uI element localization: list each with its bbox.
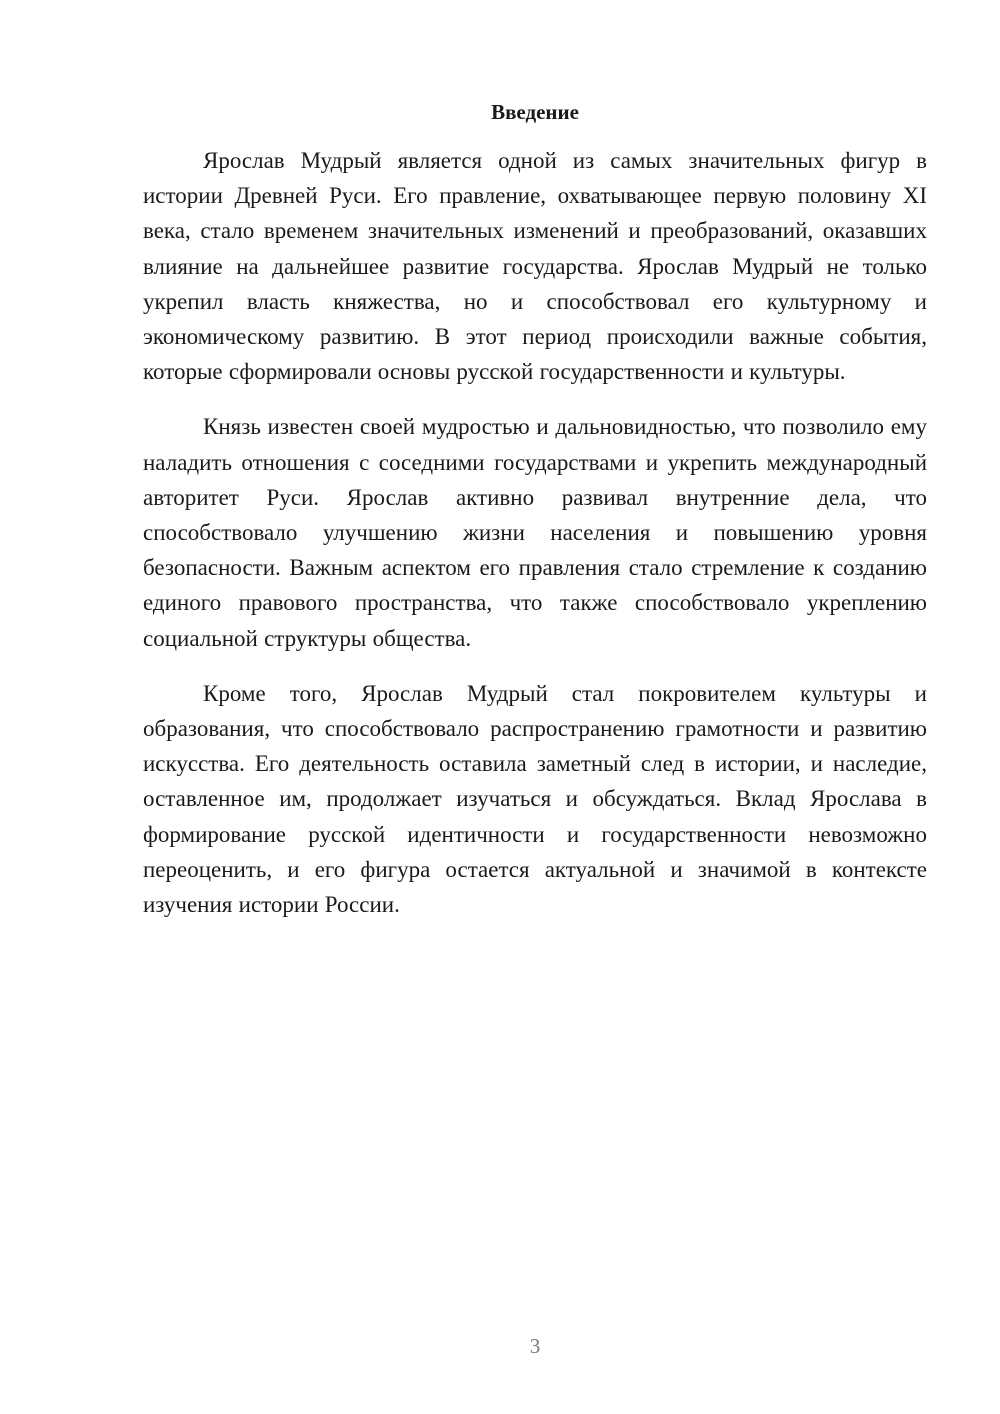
paragraph-2: Князь известен своей мудростью и дальновидностью, что позволило ему наладить отношения с соседними государствами и укрепить международный авторитет Руси. Ярослав активно развивал внутренние дела, что способствовало улучшению жизни населения и повышению уровня безопасности. Важным аспектом его правления стало стремление к созданию единого правового пространства, что также способствовало укреплению социальной структуры общества.	[143, 414, 927, 651]
page-title: Введение	[491, 100, 579, 124]
page-number: 3	[529, 1334, 541, 1358]
document-body	[143, 143, 927, 942]
paragraph-3: Кроме того, Ярослав Мудрый стал покровителем культуры и образования, что способствовало распространению грамотности и развитию искусства. Его деятельность оставила заметный след в истории, и наследие, оставленное им, продолжает изучаться и обсуждаться. Вклад Ярослава в формирование русской идентичности и государственности невозможно переоценить, и его фигура остается актуальной и значимой в контексте изучения истории России.	[143, 680, 927, 918]
paragraph-1: Ярослав Мудрый является одной из самых значительных фигур в истории Древней Руси. Его правление, охватывающее первую половину XI века, стало временем значительных изменений и преобразований, оказавших влияние на дальнейшее развитие государства. Ярослав Мудрый не только укрепил власть княжества, но и способствовал его культурному и экономическому развитию. В этот период происходили важные события, которые сформировали основы русской государственности и культуры.	[143, 148, 927, 385]
